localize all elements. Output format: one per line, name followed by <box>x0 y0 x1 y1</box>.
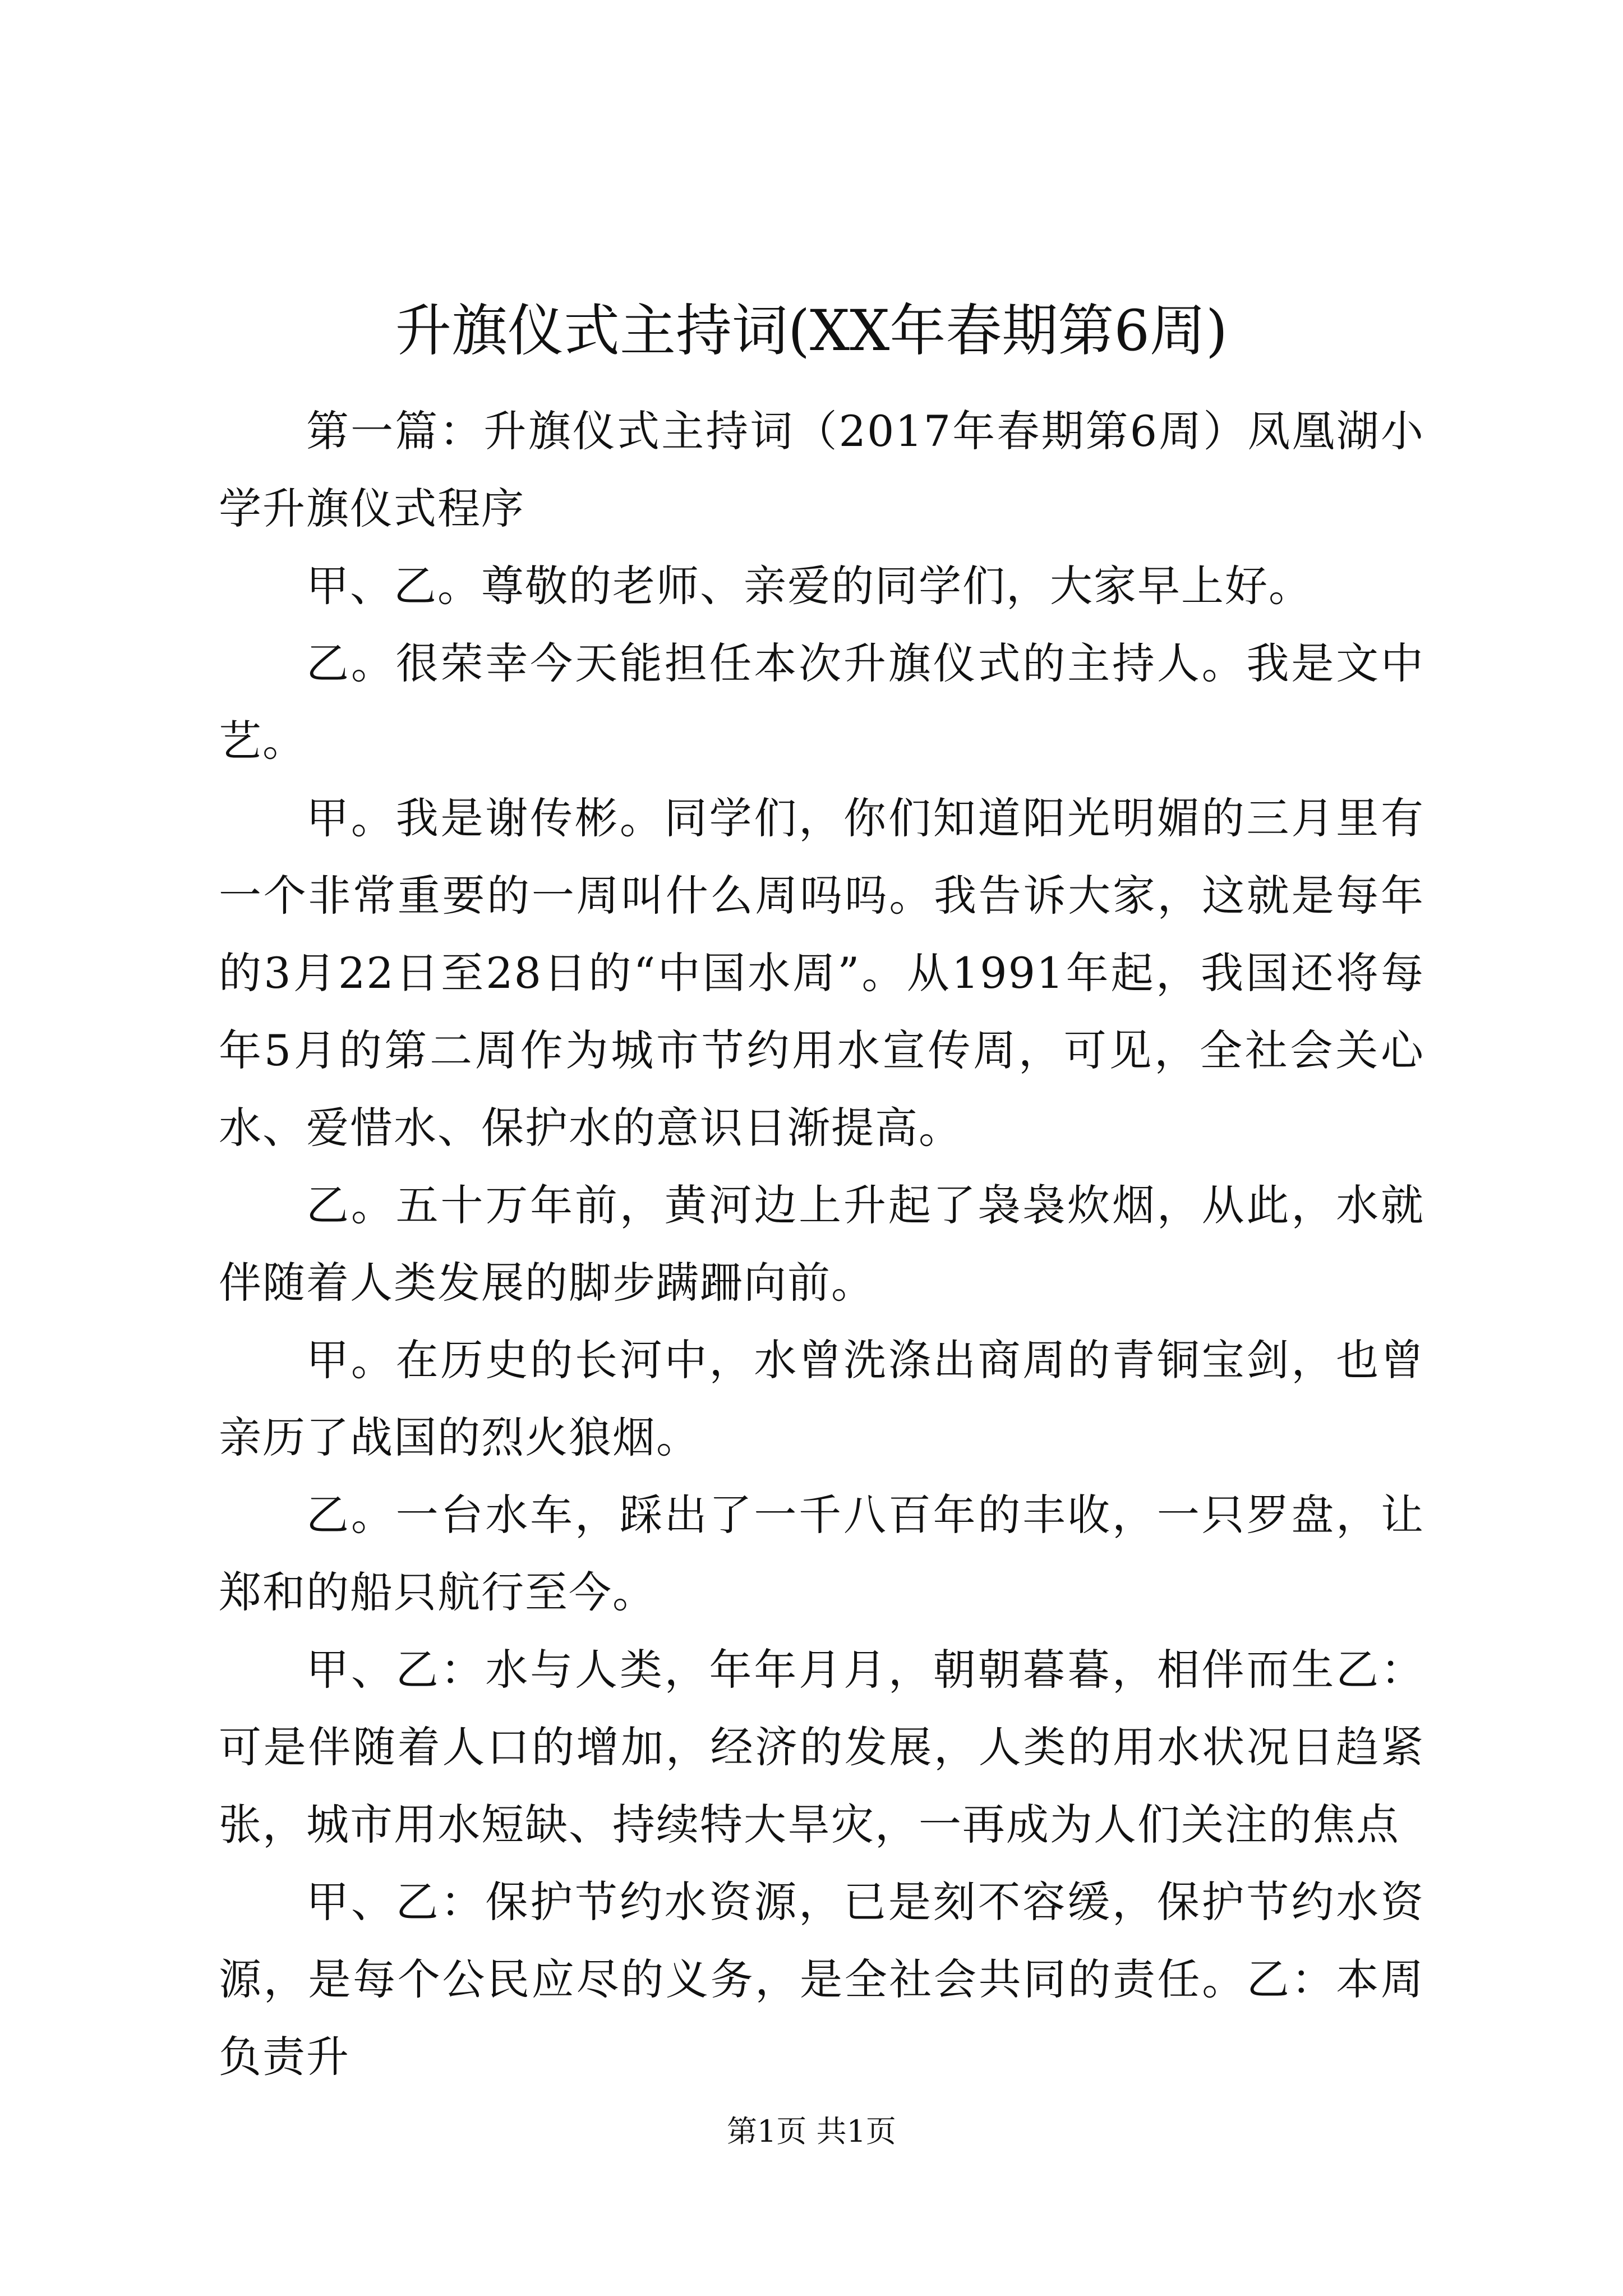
paragraph-5: 乙。五十万年前，黄河边上升起了袅袅炊烟，从此，水就伴随着人类发展的脚步蹒跚向前。 <box>219 1180 1424 1308</box>
document-title: 升旗仪式主持词(XX年春期第6周) <box>395 298 1228 364</box>
paragraph-7: 乙。一台水车，踩出了一千八百年的丰收，一只罗盘，让郑和的船只航行至今。 <box>219 1490 1424 1617</box>
paragraph-2: 甲、乙。尊敬的老师、亲爱的同学们，大家早上好。 <box>306 561 1312 611</box>
paragraph-3: 乙。很荣幸今天能担任本次升旗仪式的主持人。我是文中艺。 <box>219 638 1424 766</box>
page-footer: 第1页 共1页 <box>727 2114 896 2149</box>
document-body <box>219 393 1424 2096</box>
paragraph-1: 第一篇：升旗仪式主持词（2017年春期第6周）凤凰湖小学升旗仪式程序 <box>219 406 1424 533</box>
paragraph-9: 甲、乙：保护节约水资源，已是刻不容缓，保护节约水资源，是每个公民应尽的义务，是全社会共同的责任。乙：本周负责升 <box>219 1877 1424 2082</box>
paragraph-8: 甲、乙：水与人类，年年月月，朝朝暮暮，相伴而生乙：可是伴随着人口的增加，经济的发展，人类的用水状况日趋紧张，城市用水短缺、持续特大旱灾，一再成为人们关注的焦点 <box>219 1645 1424 1849</box>
paragraph-4: 甲。我是谢传彬。同学们，你们知道阳光明媚的三月里有一个非常重要的一周叫什么周吗吗。我告诉大家，这就是每年的3月22日至28日的“中国水周”。从1991年起，我国还将每年5月的第二周作为城市节约用水宣传周，可见，全社会关心水、爱惜水、保护水的意识日渐提高。 <box>219 793 1424 1153</box>
paragraph-6: 甲。在历史的长河中，水曾洗涤出商周的青铜宝剑，也曾亲历了战国的烈火狼烟。 <box>219 1335 1424 1462</box>
